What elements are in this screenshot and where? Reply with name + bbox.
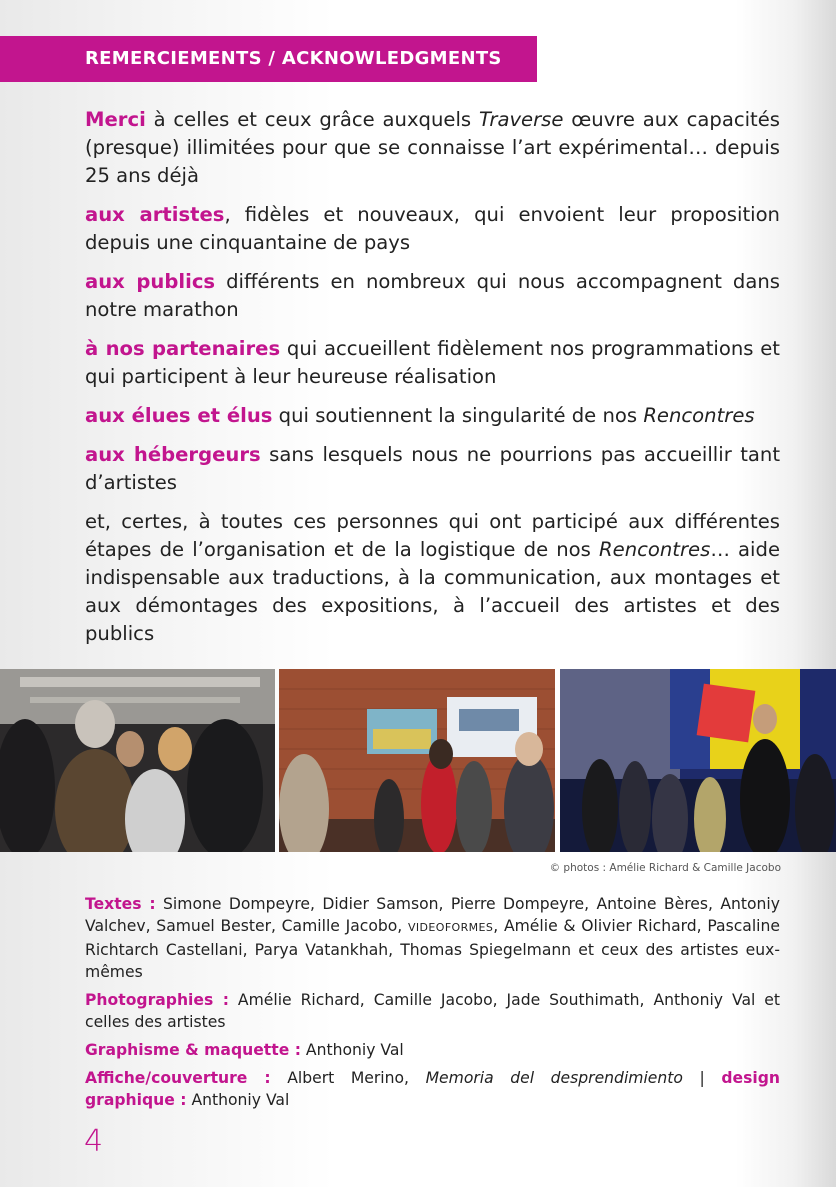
credit-label: design graphique : xyxy=(85,1069,780,1109)
text: Amélie Richard, Camille Jacobo, Jade Southimath, Anthoniy Val et celles des artistes xyxy=(85,991,781,1031)
gallery-photo xyxy=(560,669,836,852)
highlight: aux élues et élus xyxy=(85,404,273,427)
text: Simone Dompeyre, Didier Samson, Pierre Dompeyre, Antoine Bères, Antoniy Valchev, Samuel Bester, Camille Jacobo, xyxy=(85,895,780,935)
text: qui accueillent fidèlement nos programmations et qui participent à leur heureuse réalisation xyxy=(85,337,780,388)
gallery-photo xyxy=(0,669,275,852)
credit-graphisme xyxy=(85,1039,780,1061)
credit-affiche xyxy=(85,1067,780,1111)
credit-photographies xyxy=(85,989,780,1033)
credit-label: Graphisme & maquette : xyxy=(85,1041,301,1059)
small-caps-name: VIDEOFORMES xyxy=(407,921,494,934)
text: , fidèles et nouveaux, qui envoient leur proposition depuis une cinquantaine de pays xyxy=(85,203,780,254)
photo-strip xyxy=(0,669,836,852)
highlight: aux artistes xyxy=(85,203,225,226)
thanks-paragraph xyxy=(85,441,780,497)
italic-title: Traverse xyxy=(478,108,564,131)
text: Anthoniy Val xyxy=(300,1041,404,1059)
highlight: à nos partenaires xyxy=(85,337,281,360)
italic-title: Rencontres xyxy=(643,404,755,427)
credits-block xyxy=(85,893,780,1117)
text: œuvre aux capacités (presque) illimitées pour que se connaisse l’art expérimental… depuis 25 ans déjà xyxy=(85,108,780,187)
text: , Amélie & Olivier Richard, Pascaline Richtarch Castellani, Parya Vatankhah, Thomas Spiegelmann et ceux des artistes eux-mêmes xyxy=(85,917,780,981)
text: sans lesquels nous ne pourrions pas accueillir tant d’artistes xyxy=(85,443,781,494)
separator: | xyxy=(682,1069,722,1087)
thanks-paragraph xyxy=(85,106,780,190)
text: qui soutiennent la singularité de nos xyxy=(272,404,644,427)
acknowledgments-body xyxy=(85,106,780,659)
section-title: REMERCIEMENTS / ACKNOWLEDGMENTS xyxy=(85,48,502,69)
text: … aide indispensable aux traductions, à la communication, aux montages et aux démontages des expositions, à l’accueil des artistes et des publics xyxy=(85,538,780,645)
photo-blue-light-room xyxy=(560,669,836,852)
credit-texts xyxy=(85,893,780,983)
text: et, certes, à toutes ces personnes qui ont participé aux différentes étapes de l’organisation et de la logistique de nos xyxy=(85,510,780,561)
text: différents en nombreux qui nous accompagnent dans notre marathon xyxy=(85,270,781,321)
photo-crowd-gallery xyxy=(0,669,275,852)
credit-label: Textes : xyxy=(85,895,156,913)
thanks-paragraph xyxy=(85,335,780,391)
text: à celles et ceux grâce auxquels xyxy=(145,108,479,131)
thanks-paragraph xyxy=(85,508,780,648)
highlight: Merci xyxy=(85,108,146,131)
text: Anthoniy Val xyxy=(186,1091,290,1109)
page-number: 4 xyxy=(84,1124,104,1159)
italic-title: Memoria del desprendimiento xyxy=(425,1069,683,1087)
gallery-photo xyxy=(279,669,555,852)
credit-label: Photographies : xyxy=(85,991,229,1009)
italic-title: Rencontres xyxy=(599,538,711,561)
photo-credit: © photos : Amélie Richard & Camille Jacobo xyxy=(549,862,781,874)
thanks-paragraph xyxy=(85,268,780,324)
credit-label: Affiche/couverture : xyxy=(85,1069,271,1087)
text: Albert Merino, xyxy=(270,1069,426,1087)
photo-brick-exhibition xyxy=(279,669,555,852)
highlight: aux hébergeurs xyxy=(85,443,261,466)
highlight: aux publics xyxy=(85,270,216,293)
thanks-paragraph xyxy=(85,201,780,257)
thanks-paragraph xyxy=(85,402,780,430)
